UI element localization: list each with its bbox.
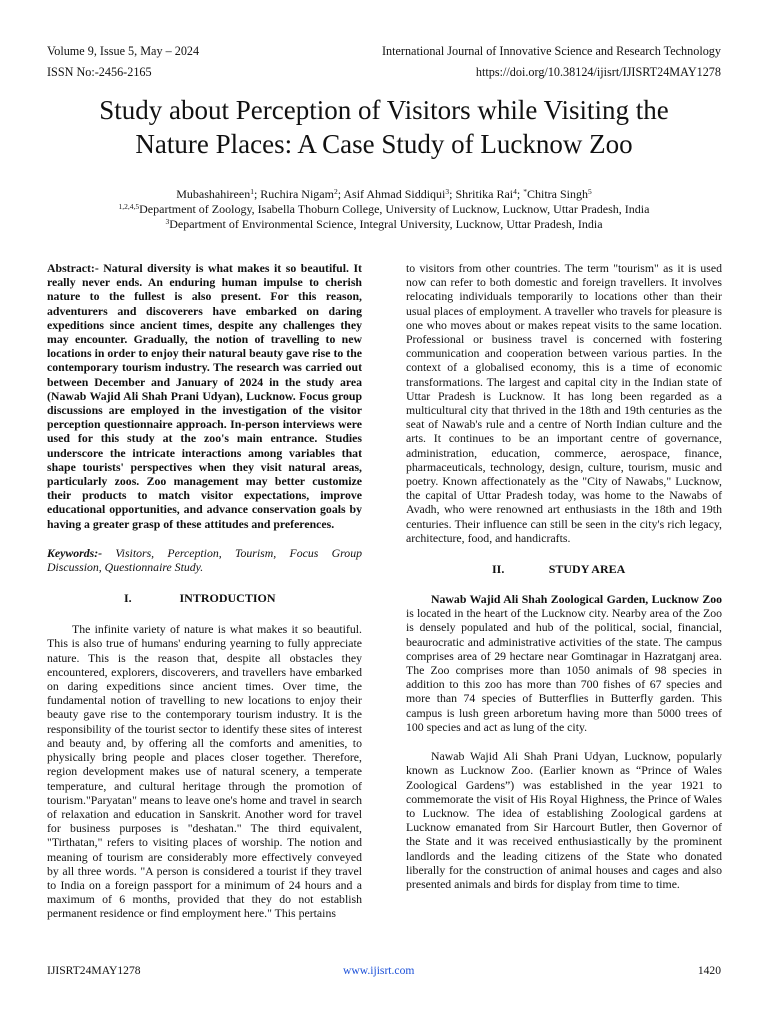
author-affil-marker: 3 <box>445 187 450 196</box>
affiliation-text: Department of Environmental Science, Integral University, Lucknow, Uttar Pradesh, India <box>169 217 603 231</box>
section-heading-study-area <box>406 562 722 577</box>
corresponding-marker: * <box>523 187 527 196</box>
affil-marker: 3 <box>165 217 170 226</box>
footer-site-link[interactable]: www.ijisrt.com <box>343 964 415 977</box>
paper-title <box>30 93 738 161</box>
left-column <box>47 261 362 921</box>
keywords-text: Visitors, Perception, Tourism, Focus Group Discussion, Questionnaire Study. <box>47 545 362 575</box>
study-area-paragraph-1 <box>406 592 722 734</box>
keywords-label: Keywords:- <box>47 545 103 560</box>
doi-link[interactable]: https://doi.org/10.38124/ijisrt/IJISRT24MAY1278 <box>475 65 721 79</box>
section-number: II. <box>492 562 505 577</box>
author-name: Mubashahireen <box>176 187 251 201</box>
affiliation-2 <box>30 217 738 231</box>
keywords <box>47 546 362 574</box>
intro-paragraph: The infinite variety of nature is what makes it so beautiful. This is also true of humans' enduring yearning to fully appreciate nature. This is the reason that, despite all obstacles they encountered, explorers, discoverers, and travellers have embarked on daring expeditions since ancient times. Over time, the fundamental notion of travelling to new locations to enjoy their beauty gave rise to the contemporary tourism industry. It is the responsibility of the tourist sector to identify these sites of interest and beauty and, by offering all the comforts and amenities, to physically bring people and places closer together. Therefore, region development makes use of natural scenery, a temperate temperature, and cultural heritage through the promotion of tourism."Paryatan" means to leave one's home and travel in search of relaxation and education in Sanskrit. Another word for travel for business purposes is "deshatan." The third equivalent, "Tirthatan," refers to visiting places of worship. The notion and meaning of tourism are considerably more effectively conveyed by all three words. "A person is considered a tourist if they travel to India on a foreign passport for a minimum of 24 hours and a maximum of 6 months, provided that they do not establish permanent residence or find employment here." This pertains <box>47 622 362 921</box>
author-affil-marker: 1 <box>250 187 254 196</box>
section-title: INTRODUCTION <box>179 591 276 606</box>
affiliation-1 <box>30 202 738 216</box>
issn: ISSN No:-2456-2165 <box>47 65 152 79</box>
footer-paper-id: IJISRT24MAY1278 <box>47 964 141 977</box>
study-area-text: is located in the heart of the Lucknow city. Nearby area of the Zoo is densely populated and hub of the political, social, financial, beaurocratic and administrative activities of the state. The campus comprises area of 29 hectare near Gomtinagar in Hazratganj area. The Zoo comprises more than 1050 animals of 98 species in addition to this zoo has more than 700 fishes of 67 species and more than 74 species of Butterflies in Butterfly garden. This campus is lush green arboretum having more than 5000 trees of 100 species and act as lung of the city. <box>406 606 722 734</box>
author-name: ; Shritika Rai <box>449 187 514 201</box>
volume-info: Volume 9, Issue 5, May – 2024 <box>47 44 200 58</box>
journal-name: International Journal of Innovative Science and Research Technology <box>381 44 721 58</box>
author-name: ; Ruchira Nigam <box>253 187 334 201</box>
affiliation-text: Department of Zoology, Isabella Thoburn College, University of Lucknow, Lucknow, Uttar Pradesh, India <box>139 202 650 216</box>
intro-paragraph-continued: to visitors from other countries. The term "tourism" as it is used now can refer to both domestic and foreign travellers. It involves relocating individuals temporarily to locations other than their usual places of employment. A traveller who travels for pleasure is one who moves about or makes repeat visits to the same location. Professional or business travel is concerned with fostering communication and cooperation between various parties. In the context of a globalised economy, this is a time of economic transformations. The largest and capital city in the Indian state of Uttar Pradesh is Lucknow. It has long been regarded as a multicultural city that thrived in the 18th and 19th centuries as the seat of Nawab's rule and a centre of North Indian culture and the arts. It continues to be an important centre of governance, administration, education, commerce, aerospace, finance, pharmaceuticals, technology, design, culture, tourism, music and poetry. Known affectionately as the "City of Nawabs," Lucknow, the capital of Uttar Pradesh today, was home to the Nawabs of Avadh, who were renowned art enthusiasts in the 18th and 19th centuries. Their influence can still be seen in the city's rich legacy, architecture, food, and handicrafts. <box>406 261 722 545</box>
author-list <box>30 187 738 201</box>
title-line-2: Nature Places: A Case Study of Lucknow Zoo <box>135 129 633 159</box>
author-affil-marker: 4 <box>513 187 517 196</box>
author-affil-marker: 5 <box>588 187 592 196</box>
title-line-1: Study about Perception of Visitors while Visiting the <box>99 95 669 125</box>
section-title: STUDY AREA <box>548 562 626 577</box>
section-heading-introduction <box>47 591 362 606</box>
affil-marker: 1,2,4,5 <box>118 202 140 211</box>
zoo-name-bold: Nawab Wajid Ali Shah Zoological Garden, Lucknow Zoo <box>431 592 722 607</box>
author-separator: ; <box>516 187 524 201</box>
study-area-paragraph-2: Nawab Wajid Ali Shah Prani Udyan, Lucknow, popularly known as Lucknow Zoo. (Earlier known as “Prince of Wales Zoological Gardens”) was established in the year 1921 to commemorate the visit of His Royal Highness, the Prince of Wales to Lucknow. The idea of establishing Zoological gardens at Lucknow emanated from Sir Harcourt Butler, then Governor of the State and it was received enthusiastically by the prominent landlords and the leading citizens of the State who donated liberally for the construction of animal houses and cages and also presented animals and birds for display from time to time. <box>406 749 722 891</box>
author-name: ; Asif Ahmad Siddiqui <box>337 187 446 201</box>
right-column <box>406 261 722 891</box>
section-number: I. <box>124 591 132 606</box>
abstract: Abstract:- Natural diversity is what makes it so beautiful. It really never ends. An enduring human impulse to cherish nature to the fullest is also present. For this reason, adventurers and discoverers have embarked on daring expeditions since ancient times, despite any challenges they may encounter. Gradually, the notion of travelling to new locations in order to enjoy their natural beauty gave rise to the contemporary tourism industry. The research was carried out between December and January of 2024 in the study area (Nawab Wajid Ali Shah Prani Udyan), Lucknow. Focus group discussions are employed in the investigation of the visitor perception questionnaire approach. In-person interviews were used for this study at the zoo's main entrance. Studies underscore the intricate interactions among variables that shape tourists' perspectives when they visit natural areas, particularly zoos. Zoo management may better customize their products to match visitor expectations, improve educational opportunities, and advance conservation goals by having a greater grasp of these attitudes and preferences. <box>47 261 362 531</box>
author-name: Chitra Singh <box>526 187 588 201</box>
author-affil-marker: 2 <box>333 187 338 196</box>
footer-page-number: 1420 <box>697 964 721 977</box>
